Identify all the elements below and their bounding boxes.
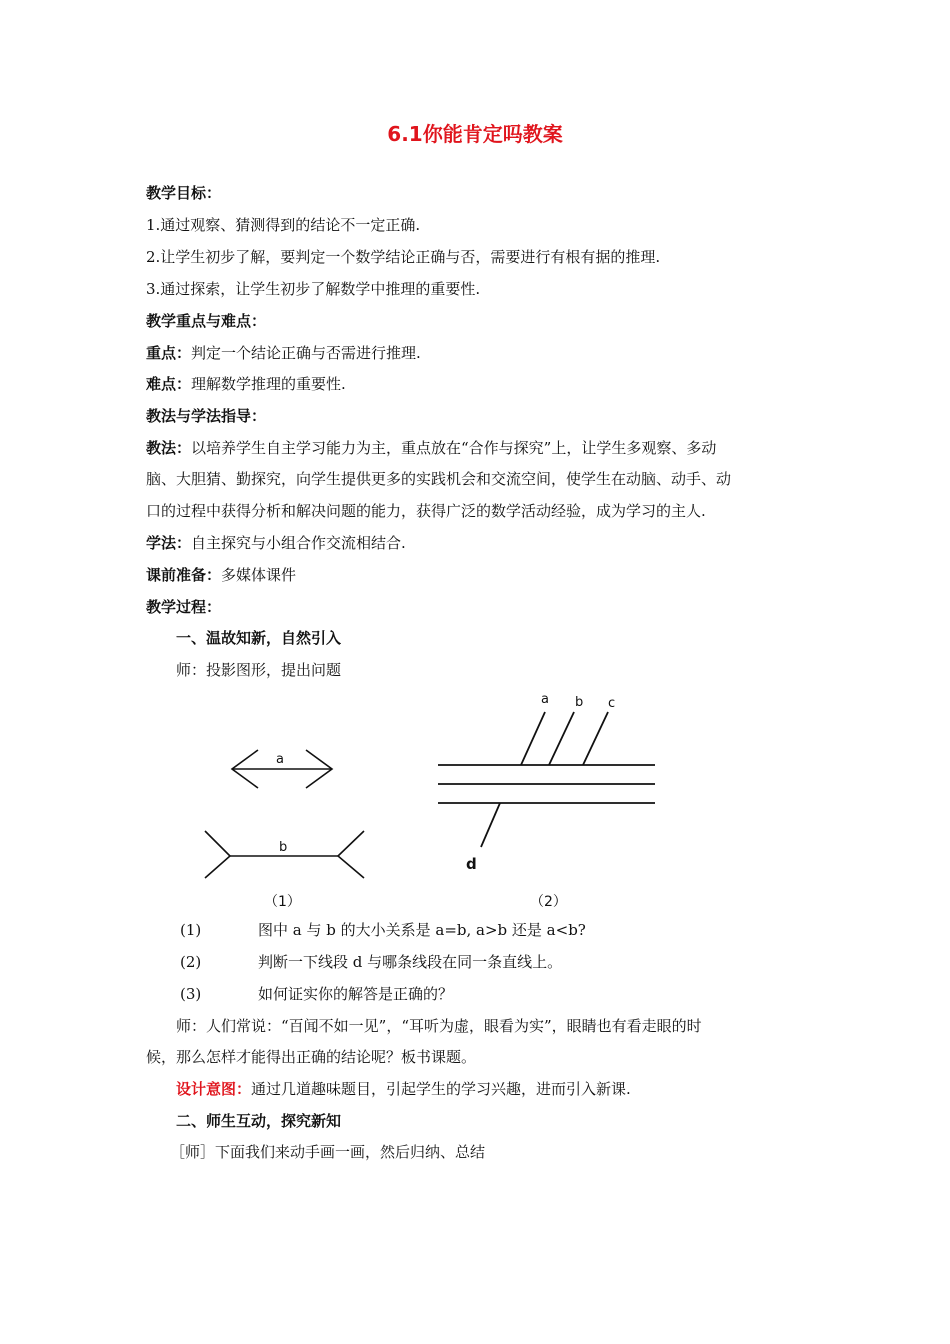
question-3-text: 如何证实你的解答是正确的？	[258, 985, 454, 1003]
preparation-label: 课前准备：	[146, 566, 222, 584]
teaching-method-line-2: 脑、大胆猜、勤探究，向学生提供更多的实践机会和交流空间，使学生在动脑、动手、动	[146, 470, 732, 488]
fins-right-b	[338, 831, 364, 878]
illusion-figures	[0, 682, 950, 912]
document-title: 6.1你能肯定吗教案	[387, 122, 563, 146]
segment-c-fig2	[583, 712, 608, 765]
methods-heading: 教法与学法指导：	[146, 407, 267, 425]
objective-item-2: 2.让学生初步了解，要判定一个数学结论正确与否，需要进行有根有据的推理.	[146, 248, 661, 266]
teacher-line: 师：投影图形，提出问题	[176, 661, 342, 679]
fig2-label-b: b	[575, 695, 584, 710]
section-2-line: ［师］下面我们来动手画一画，然后归纳、总结	[170, 1143, 486, 1161]
question-3	[180, 984, 453, 1004]
difficulty-text: 理解数学推理的重要性.	[191, 375, 346, 393]
learning-method-text: 自主探究与小组合作交流相结合.	[191, 534, 406, 552]
question-1	[180, 920, 586, 940]
design-intent-line	[176, 1079, 631, 1099]
question-3-number: (3)	[180, 985, 202, 1003]
objective-item-3: 3.通过探索，让学生初步了解数学中推理的重要性.	[146, 280, 481, 298]
figure-2-caption: （2）	[530, 894, 567, 910]
teaching-method-text-1: 以培养学生自主学习能力为主，重点放在“合作与探究”上，让学生多观察、多动	[191, 439, 717, 457]
teacher-remark-line-1: 师：人们常说：“百闻不如一见”，“耳听为虚，眼看为实”，眼睛也有看走眼的时	[176, 1017, 702, 1035]
learning-method-line	[146, 533, 406, 553]
process-heading: 教学过程：	[146, 598, 222, 616]
section-2-title: 二、师生互动，探究新知	[176, 1112, 342, 1130]
segment-b-fig2	[549, 712, 574, 765]
teacher-remark-line-2: 候，那么怎样才能得出正确的结论呢？板书课题。	[146, 1048, 477, 1066]
question-1-text: 图中 a 与 b 的大小关系是 a=b, a>b 还是 a<b?	[258, 921, 586, 939]
fig2-label-a: a	[541, 692, 549, 707]
design-intent-text: 通过几道趣味题目，引起学生的学习兴趣，进而引入新课.	[251, 1080, 631, 1098]
focus-label: 重点：	[146, 344, 192, 362]
label-a: a	[276, 752, 284, 767]
fig2-label-c: c	[608, 696, 616, 711]
difficulty-line	[146, 374, 346, 394]
teaching-method-label: 教法：	[146, 439, 192, 457]
fig2-label-d: d	[466, 855, 477, 873]
section-1-title: 一、温故知新，自然引入	[176, 629, 342, 647]
figure-2	[438, 712, 655, 847]
segment-d-fig2	[481, 803, 500, 847]
teaching-method-line-1	[146, 438, 716, 458]
learning-method-label: 学法：	[146, 534, 192, 552]
figure-1-caption: （1）	[264, 894, 301, 910]
difficulty-label: 难点：	[146, 375, 192, 393]
figure-1	[205, 750, 364, 878]
label-b: b	[279, 840, 288, 855]
focus-text: 判定一个结论正确与否需进行推理.	[191, 344, 421, 362]
question-2-text: 判断一下线段 d 与哪条线段在同一条直线上。	[258, 953, 563, 971]
objective-item-1: 1.通过观察、猜测得到的结论不一定正确.	[146, 216, 421, 234]
fins-left-b	[205, 831, 230, 878]
teaching-method-line-3: 口的过程中获得分析和解决问题的能力，获得广泛的数学活动经验，成为学习的主人.	[146, 502, 706, 520]
key-points-heading: 教学重点与难点：	[146, 312, 267, 330]
design-intent-label: 设计意图：	[176, 1080, 252, 1098]
segment-a-fig2	[521, 712, 545, 765]
objectives-heading: 教学目标：	[146, 184, 222, 202]
question-2-number: (2)	[180, 953, 202, 971]
question-2	[180, 952, 562, 972]
question-1-number: (1)	[180, 921, 202, 939]
preparation-text: 多媒体课件	[221, 566, 297, 584]
preparation-line	[146, 565, 296, 585]
focus-line	[146, 343, 421, 363]
